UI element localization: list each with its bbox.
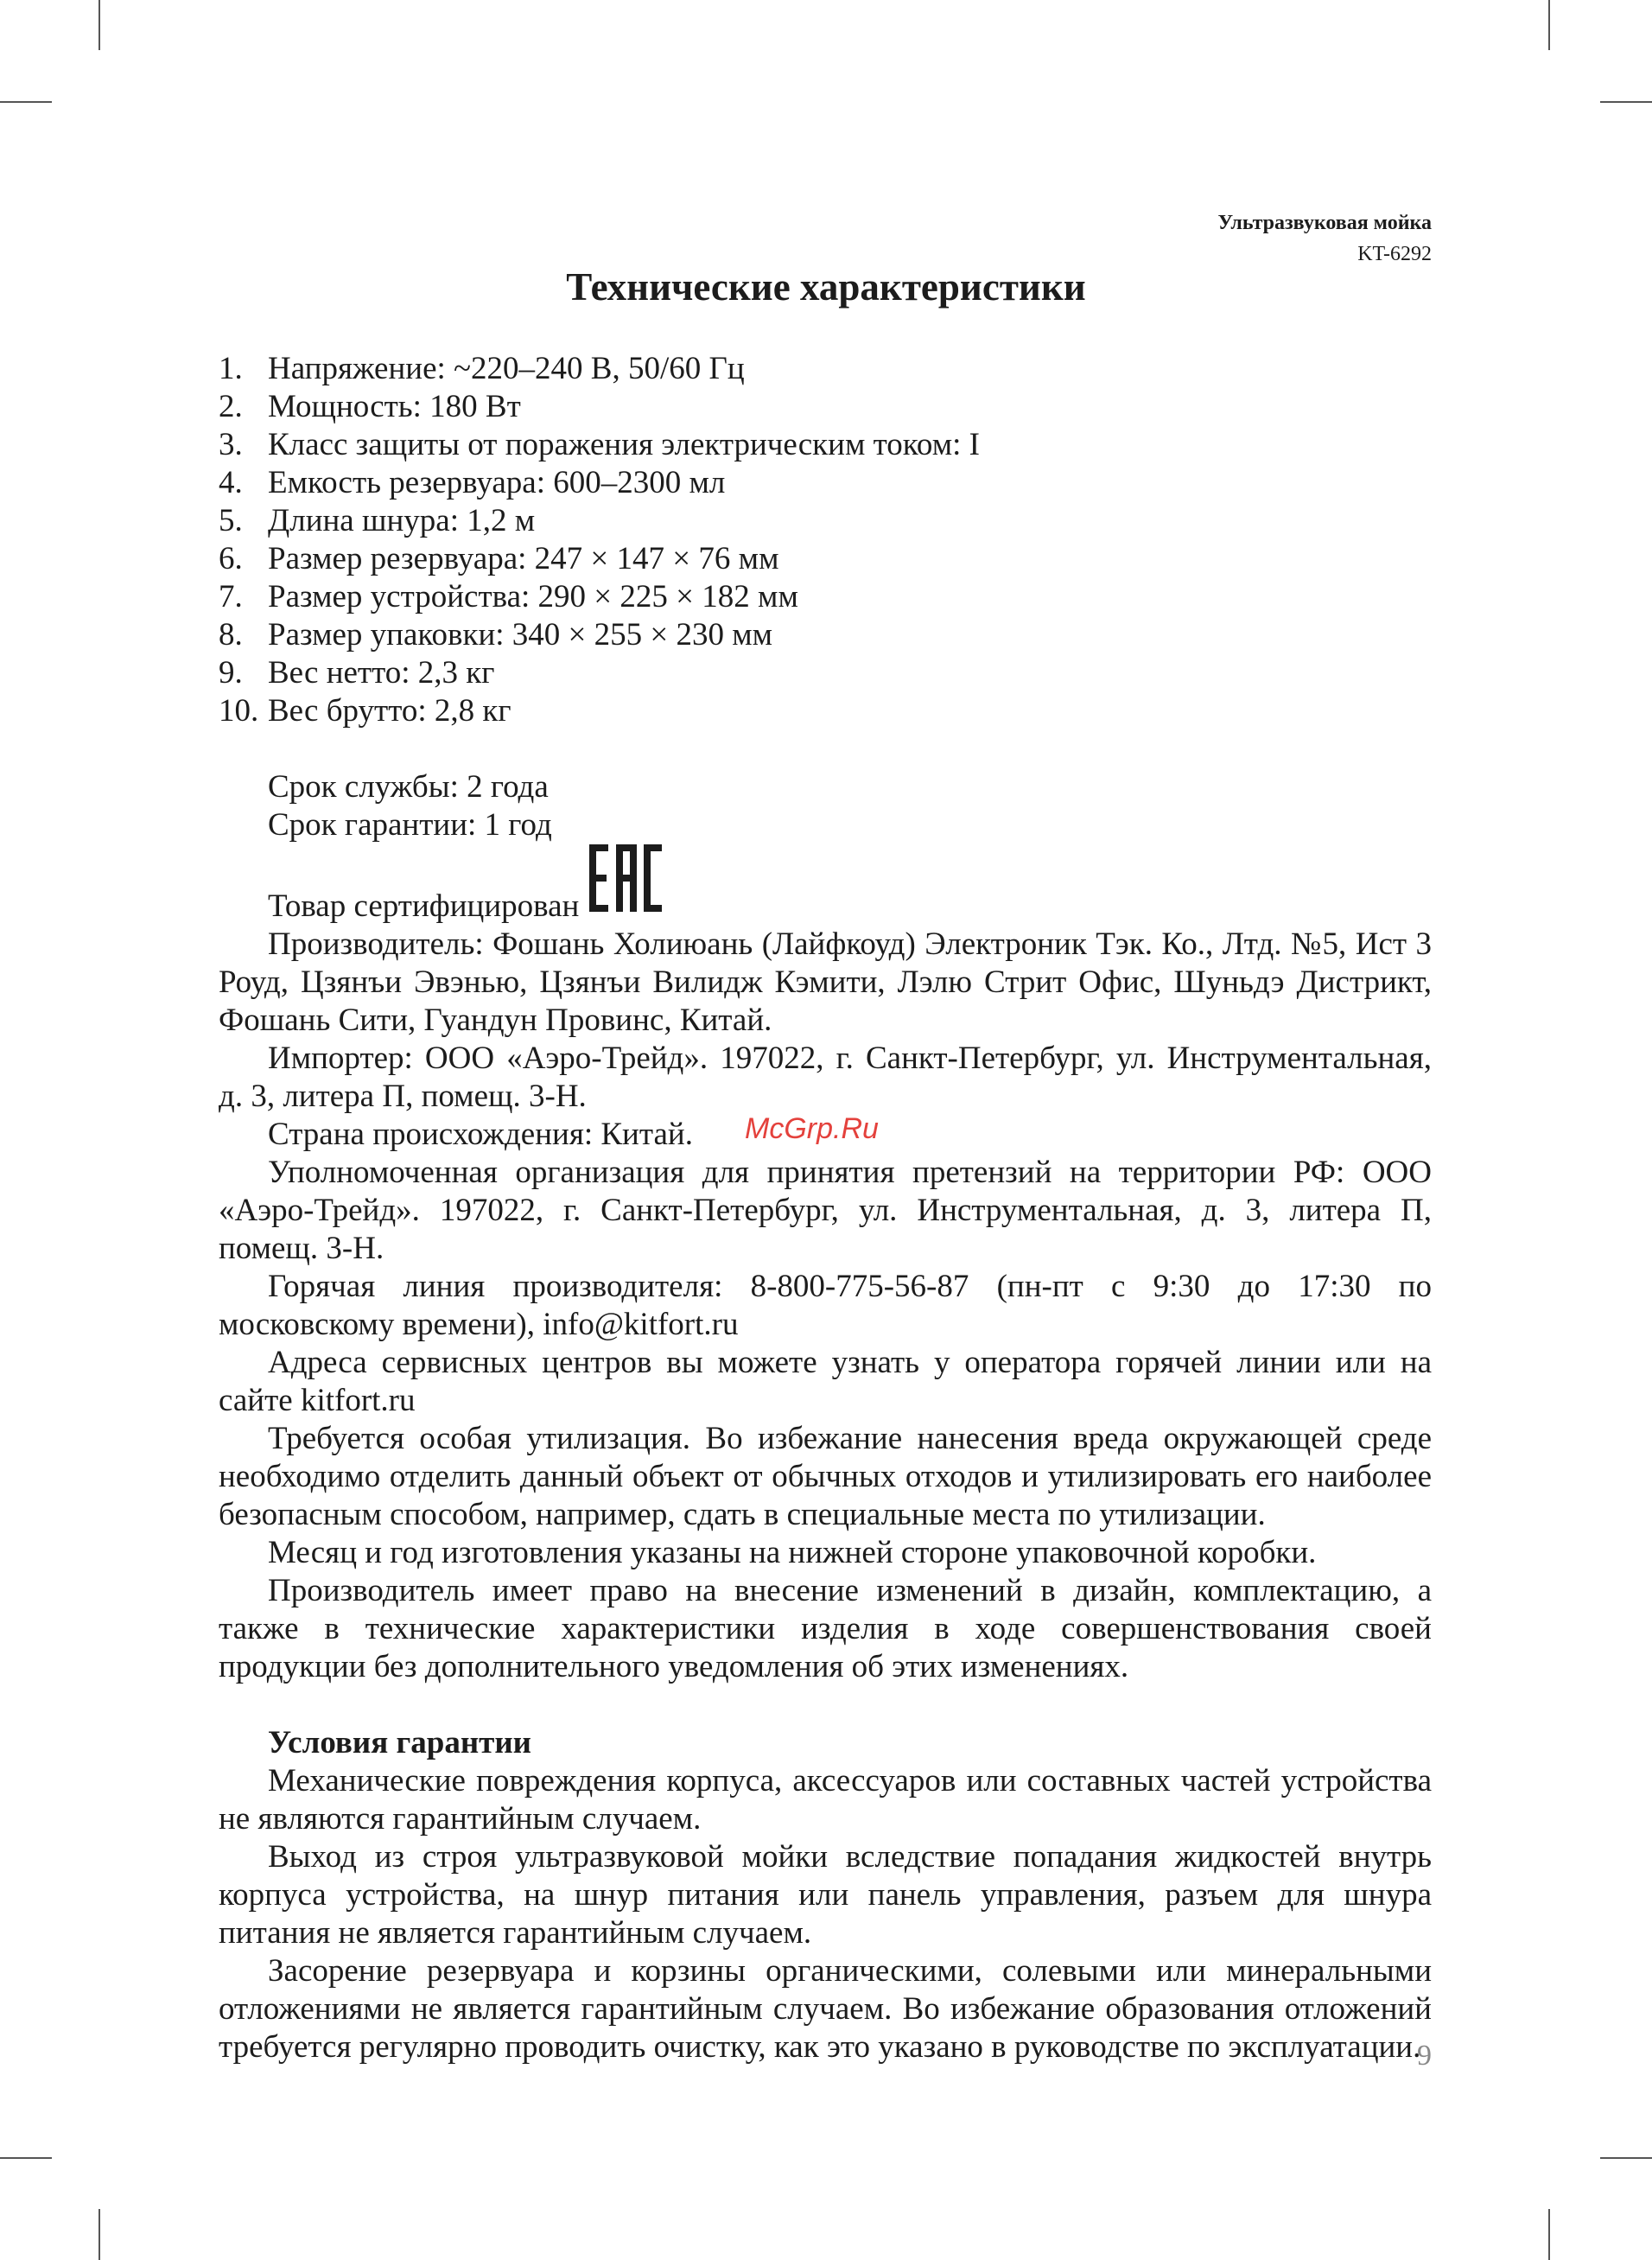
spacer: [219, 730, 1432, 768]
page-number: 9: [1417, 2040, 1432, 2072]
watermark: McGrp.Ru: [745, 1112, 879, 1145]
spec-number: 3.: [219, 427, 243, 462]
crop-mark: [1548, 0, 1550, 50]
importer-paragraph: Импортер: ООО «Аэро-Трейд». 197022, г. Санкт-Петербург, ул. Инструментальная, д. 3, литера П, помещ. 3-Н.: [219, 1041, 1432, 1114]
spec-text: Вес брутто: 2,8 кг: [268, 693, 511, 729]
header-model: KT-6292: [1357, 243, 1432, 265]
spec-item: [219, 350, 1432, 388]
spec-item: [219, 540, 1432, 578]
crop-mark: [0, 2157, 52, 2159]
warranty-paragraph: Механические повреждения корпуса, аксессуаров или составных частей устройства не являются гарантийным случаем.: [219, 1763, 1432, 1837]
disposal-paragraph: Требуется особая утилизация. Во избежание нанесения вреда окружающей среде необходимо отделить данный объект от обычных отходов и утилизировать его наиболее безопасным способом, например, сдать в специальные места по утилизации.: [219, 1421, 1432, 1532]
crop-mark: [1600, 101, 1652, 103]
spec-number: 2.: [219, 389, 243, 424]
eac-mark-svg: [589, 844, 662, 912]
spec-text: Длина шнура: 1,2 м: [268, 503, 536, 538]
certified-text: Товар сертифицирован: [268, 888, 580, 924]
crop-mark: [98, 2209, 100, 2260]
origin-paragraph: Страна происхождения: Китай.: [268, 1117, 693, 1152]
crop-mark: [1548, 2209, 1550, 2260]
spec-number: 6.: [219, 541, 243, 576]
spec-text: Размер резервуара: 247 × 147 × 76 мм: [268, 541, 779, 576]
service-centers-paragraph: Адреса сервисных центров вы можете узнать у оператора горячей линии или на сайте kitfort.ru: [219, 1345, 1432, 1418]
spec-number: 4.: [219, 465, 243, 500]
spec-number: 8.: [219, 617, 243, 653]
authorized-org-paragraph: Уполномоченная организация для принятия претензий на территории РФ: ООО «Аэро-Трейд». 197022, г. Санкт-Петербург, ул. Инструментальная, д. 3, литера П, помещ. 3-Н.: [219, 1155, 1432, 1266]
spec-number: 5.: [219, 503, 243, 538]
spec-item: [219, 692, 1432, 730]
manufacturer-paragraph: Производитель: Фошань Холиюань (Лайфкоуд) Электроник Тэк. Ко., Лтд. №5, Ист 3 Роуд, Цзянъи Эвэнью, Цзянъи Вилидж Кэмити, Лэлю Стрит Офис, Шуньдэ Дистрикт, Фошань Сити, Гуандун Провинс, Китай.: [219, 926, 1432, 1038]
warranty-heading: Условия гарантии: [268, 1725, 531, 1760]
spec-item: [219, 654, 1432, 692]
spec-number: 1.: [219, 351, 243, 386]
spec-item: [219, 502, 1432, 540]
spec-text: Размер устройства: 290 × 225 × 182 мм: [268, 579, 798, 614]
spec-number: 7.: [219, 579, 243, 614]
changes-paragraph: Производитель имеет право на внесение изменений в дизайн, комплектацию, а также в технические характеристики изделия в ходе совершенствования своей продукции без дополнительного уведомления об этих изменениях.: [219, 1573, 1432, 1684]
crop-mark: [1600, 2157, 1652, 2159]
crop-mark: [0, 101, 52, 103]
page-title: Технические характеристики: [566, 265, 1086, 309]
page-body: [219, 350, 1432, 2066]
spec-item: [219, 578, 1432, 616]
spec-number: 10.: [219, 693, 259, 729]
spec-item: [219, 426, 1432, 464]
hotline-paragraph: Горячая линия производителя: 8-800-775-56-87 (пн-пт с 9:30 до 17:30 по московскому времени), info@kitfort.ru: [219, 1269, 1432, 1342]
service-life: Срок службы: 2 года: [268, 769, 549, 805]
spec-text: Класс защиты от поражения электрическим током: I: [268, 427, 980, 462]
spec-text: Емкость резервуара: 600–2300 мл: [268, 465, 726, 500]
spec-item: [219, 388, 1432, 426]
spec-number: 9.: [219, 655, 243, 691]
spec-item: [219, 616, 1432, 654]
warranty-paragraph: Выход из строя ультразвуковой мойки вследствие попадания жидкостей внутрь корпуса устройства, на шнур питания или панель управления, разъем для шнура питания не является гарантийным случаем.: [219, 1839, 1432, 1951]
spec-text: Размер упаковки: 340 × 255 × 230 мм: [268, 617, 773, 653]
eac-mark-icon: [589, 844, 662, 921]
spec-item: [219, 464, 1432, 502]
certification-row: [219, 844, 1432, 926]
crop-mark: [98, 0, 100, 50]
running-header: [1217, 207, 1432, 270]
warranty-paragraph: Засорение резервуара и корзины органическими, солевыми или минеральными отложениями не является гарантийным случаем. Во избежание образования отложений требуется регулярно проводить очистку, как это указано в руководстве по эксплуатации.: [219, 1953, 1432, 2065]
spec-text: Напряжение: ~220–240 В, 50/60 Гц: [268, 351, 745, 386]
spec-list: [219, 350, 1432, 730]
manufacture-date-paragraph: Месяц и год изготовления указаны на нижней стороне упаковочной коробки.: [268, 1535, 1317, 1570]
header-product: Ультразвуковая мойка: [1217, 212, 1432, 234]
warranty-period: Срок гарантии: 1 год: [268, 807, 552, 843]
spec-text: Мощность: 180 Вт: [268, 389, 521, 424]
spec-text: Вес нетто: 2,3 кг: [268, 655, 495, 691]
